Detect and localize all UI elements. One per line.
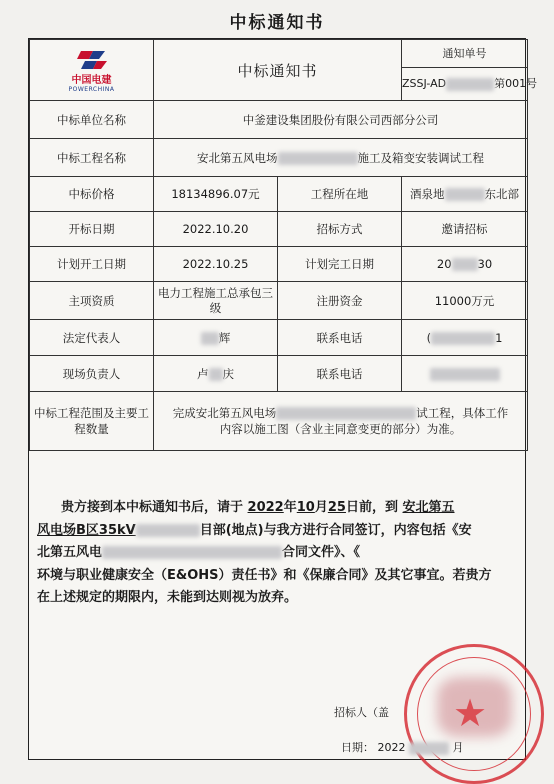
tenderer-label: 招标人（盖 [334,706,389,719]
location-value [402,177,528,212]
notice-l3b: 合同文件》、《 [282,545,361,560]
scope-label: 中标工程范围及主要工程数量 [30,392,154,451]
notice-month: 10 [296,500,315,515]
phone-label-2: 联系电话 [278,356,402,392]
location-prefix: 酒泉地 [410,187,445,201]
phone-label-1: 联系电话 [278,320,402,356]
notice-l4: 环境与职业健康安全（E&OHS）责任书》和《保廉合同》及其它事宜。若贵方 [37,567,492,583]
tenderer-signature [334,704,389,720]
site-manager-suffix: 庆 [222,366,234,381]
phone-value-1 [402,320,528,356]
legal-rep-value [154,320,278,356]
notice-place-2: 风电场B区35kV [37,522,136,538]
location-label: 工程所在地 [278,177,402,212]
date-label: 日期： [341,741,374,754]
form-title: 中标通知书 [154,40,402,101]
notice-l1b: 年 [283,500,297,515]
notice-number-suffix: 第001号 [494,77,538,90]
bid-method-label: 招标方式 [278,212,402,247]
price-label: 中标价格 [30,177,154,212]
official-seal-icon: ★ [404,644,544,784]
plan-end-suffix: 30 [477,257,493,271]
plan-start-value: 2022.10.25 [154,247,278,282]
notice-place-1: 安北第五 [402,500,455,515]
powerchina-logo-icon [75,47,109,73]
notice-number-cell [402,40,538,101]
scope-line2: 内容以施工图（含业主同意变更的部分）为准。 [219,422,462,436]
notice-number-label: 通知单号 [402,40,527,68]
notice-number-value [402,68,538,100]
project-prefix: 安北第五风电场 [197,150,278,165]
scope-line1-suffix: 试工程，具体工作 [416,406,509,420]
winner-label: 中标单位名称 [30,101,154,139]
qualification-label: 主项资质 [30,282,154,320]
notice-l1a: 贵方接到本中标通知书后，请于 [61,500,244,515]
project-suffix: 施工及箱变安装调试工程 [357,150,484,165]
legal-rep-label: 法定代表人 [30,320,154,356]
phone-value-2 [402,356,528,392]
date-tail: 月 [452,741,464,754]
notice-l1d: 日前，到 [345,500,398,515]
open-date-label: 开标日期 [30,212,154,247]
notice-year: 2022 [247,500,284,515]
award-table [29,39,538,451]
scope-value [154,392,528,451]
page-title: 中标通知书 [229,13,325,33]
date-value: 2022 [377,741,406,754]
location-suffix: 东北部 [484,187,520,201]
notice-day: 25 [327,500,346,515]
site-manager-prefix: 卢 [197,366,209,381]
qualification-value: 电力工程施工总承包三级 [154,282,278,320]
phone-1-prefix: ( [426,330,432,345]
capital-value: 11000万元 [402,282,528,320]
plan-end-prefix: 20 [436,257,452,271]
legal-rep-suffix: 辉 [218,330,231,345]
notice-form [28,38,538,760]
plan-end-value [402,247,528,282]
site-manager-label: 现场负责人 [30,356,154,392]
notice-l5: 在上述规定的期限内，未能到达则视为放弃。 [37,590,298,605]
phone-1-suffix: 1 [495,330,503,345]
notice-paragraph [37,497,517,610]
logo-cell [30,40,154,101]
bid-method-value: 邀请招标 [402,212,528,247]
open-date-value: 2022.10.20 [154,212,278,247]
signature-date [341,739,464,755]
plan-start-label: 计划开工日期 [30,247,154,282]
winner-value: 中釜建设集团股份有限公司西部分公司 [154,101,528,139]
scope-line1-prefix: 完成安北第五风电场 [172,406,277,420]
project-label: 中标工程名称 [30,139,154,177]
project-value [154,139,528,177]
logo-cn-text: 中国电建 [71,75,112,86]
site-manager-value [154,356,278,392]
notice-number-prefix: ZSSJ-AD [402,77,447,90]
notice-l1c: 月 [314,500,328,515]
notice-l2b: 目部(地点)与我方进行合同签订，内容包括《安 [199,522,472,538]
plan-end-label: 计划完工日期 [278,247,402,282]
capital-label: 注册资金 [278,282,402,320]
logo-en-text: POWERCHINA [68,86,115,93]
notice-l3a: 北第五风电 [37,545,103,560]
price-value: 18134896.07元 [154,177,278,212]
